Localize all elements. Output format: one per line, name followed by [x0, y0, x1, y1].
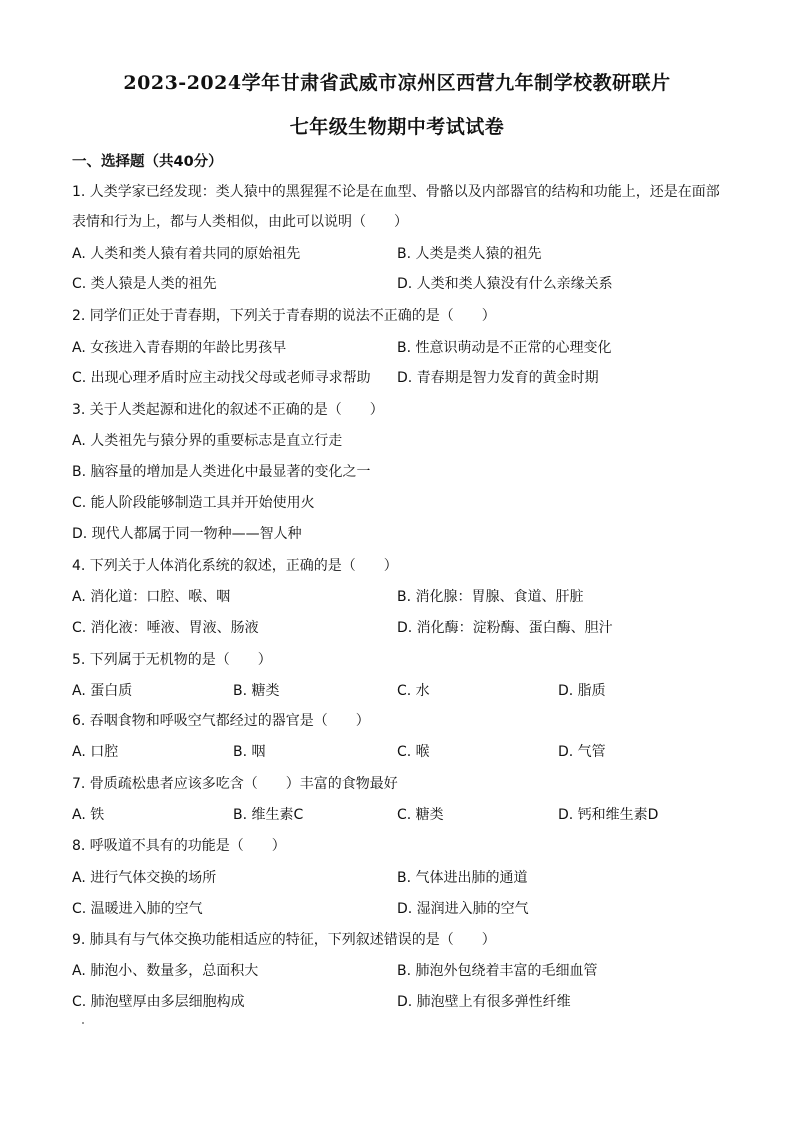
question-4-option-c: C. 消化液：唾液、胃液、肠液 [72, 620, 259, 636]
question-1-option-d: D. 人类和类人猿没有什么亲缘关系 [397, 276, 613, 292]
question-8-option-d: D. 湿润进入肺的空气 [397, 901, 529, 917]
question-6-option-d: D. 气管 [558, 744, 606, 760]
question-4-stem: 4. 下列关于人体消化系统的叙述，正确的是（ ） [72, 558, 398, 574]
question-4-option-b: B. 消化腺：胃腺、食道、肝脏 [397, 589, 584, 605]
question-1-option-c: C. 类人猿是人类的祖先 [72, 276, 217, 292]
question-1-option-b: B. 人类是类人猿的祖先 [397, 246, 542, 262]
question-5-option-a: A. 蛋白质 [72, 683, 133, 699]
question-5-option-b: B. 糖类 [233, 683, 280, 699]
question-2-option-b: B. 性意识萌动是不正常的心理变化 [397, 340, 612, 356]
question-8-option-b: B. 气体进出肺的通道 [397, 870, 528, 886]
question-7-stem: 7. 骨质疏松患者应该多吃含（ ）丰富的食物最好 [72, 776, 398, 792]
question-3-option-d: D. 现代人都属于同一物种——智人种 [72, 526, 302, 542]
question-8-stem: 8. 呼吸道不具有的功能是（ ） [72, 838, 286, 854]
scan-speck [82, 1022, 84, 1024]
question-1-stem-line1: 1. 人类学家已经发现：类人猿中的黑猩猩不论是在血型、骨骼以及内部器官的结构和功能上，还是在面部 [72, 184, 720, 200]
question-5-option-c: C. 水 [397, 683, 430, 699]
question-9-option-a: A. 肺泡小、数量多，总面积大 [72, 963, 259, 979]
question-2-option-a: A. 女孩进入青春期的年龄比男孩早 [72, 340, 287, 356]
question-5-stem: 5. 下列属于无机物的是（ ） [72, 652, 272, 668]
exam-subtitle: 七年级生物期中考试试卷 [289, 116, 505, 138]
question-2-stem: 2. 同学们正处于青春期，下列关于青春期的说法不正确的是（ ） [72, 308, 496, 324]
question-9-option-b: B. 肺泡外包绕着丰富的毛细血管 [397, 963, 598, 979]
question-9-option-c: C. 肺泡壁厚由多层细胞构成 [72, 994, 245, 1010]
question-1-option-a: A. 人类和类人猿有着共同的原始祖先 [72, 246, 301, 262]
question-3-stem: 3. 关于人类起源和进化的叙述不正确的是（ ） [72, 402, 384, 418]
question-7-option-d: D. 钙和维生素D [558, 807, 659, 823]
question-3-option-a: A. 人类祖先与猿分界的重要标志是直立行走 [72, 433, 343, 449]
question-2-option-d: D. 青春期是智力发育的黄金时期 [397, 370, 599, 386]
question-6-option-b: B. 咽 [233, 744, 266, 760]
exam-title: 2023-2024学年甘肃省武威市凉州区西营九年制学校教研联片 [123, 72, 671, 94]
question-6-stem: 6. 吞咽食物和呼吸空气都经过的器官是（ ） [72, 713, 370, 729]
question-1-stem-line2: 表情和行为上，都与人类相似，由此可以说明（ ） [72, 214, 408, 230]
question-5-option-d: D. 脂质 [558, 683, 606, 699]
question-4-option-a: A. 消化道：口腔、喉、咽 [72, 589, 231, 605]
question-8-option-c: C. 温暖进入肺的空气 [72, 901, 203, 917]
section-heading: 一、选择题（共40分） [72, 154, 223, 170]
question-8-option-a: A. 进行气体交换的场所 [72, 870, 217, 886]
question-9-stem: 9. 肺具有与气体交换功能相适应的特征，下列叙述错误的是（ ） [72, 932, 496, 948]
question-3-option-c: C. 能人阶段能够制造工具并开始使用火 [72, 495, 315, 511]
question-7-option-c: C. 糖类 [397, 807, 444, 823]
question-3-option-b: B. 脑容量的增加是人类进化中最显著的变化之一 [72, 464, 371, 480]
question-2-option-c: C. 出现心理矛盾时应主动找父母或老师寻求帮助 [72, 370, 371, 386]
question-9-option-d: D. 肺泡壁上有很多弹性纤维 [397, 994, 571, 1010]
question-6-option-a: A. 口腔 [72, 744, 119, 760]
question-7-option-b: B. 维生素C [233, 807, 304, 823]
question-6-option-c: C. 喉 [397, 744, 430, 760]
question-7-option-a: A. 铁 [72, 807, 105, 823]
question-4-option-d: D. 消化酶：淀粉酶、蛋白酶、胆汁 [397, 620, 613, 636]
